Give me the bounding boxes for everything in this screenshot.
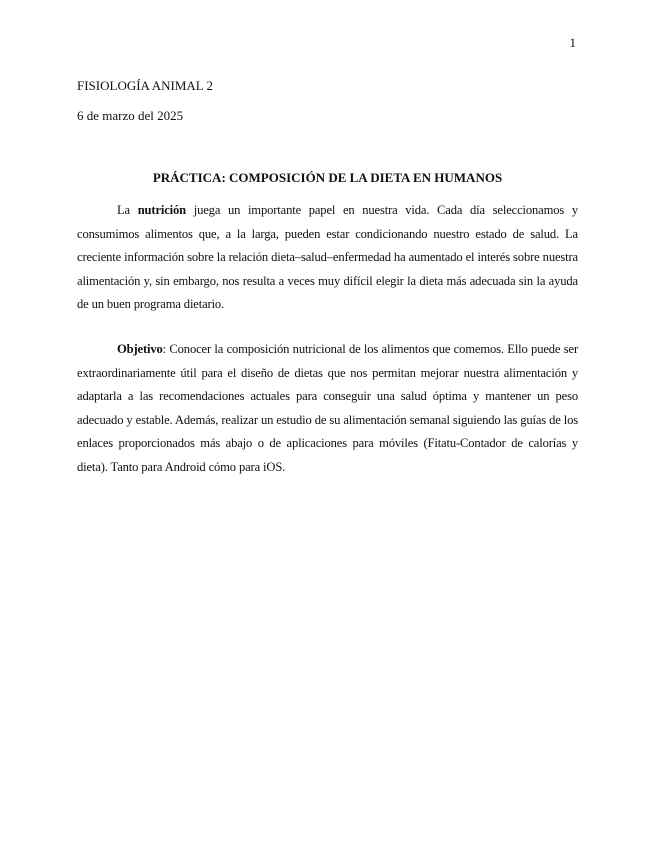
page-number: 1: [569, 35, 576, 50]
intro-text-rest: juega un importante papel en nuestra vida. Cada día seleccionamos y consumimos alimentos que, a la larga, pueden estar condicionando nuestro estado de salud. La creciente información sobre la relación dieta–salud–enfermedad ha aumentado el interés sobre nuestra alimentación y, sin embargo, nos resulta a veces muy difícil elegir la dieta más adecuada sin la ayuda de un buen programa dietario.: [77, 203, 578, 311]
document-title: PRÁCTICA: COMPOSICIÓN DE LA DIETA EN HUMANOS: [152, 170, 503, 185]
intro-bold-term: nutrición: [137, 203, 187, 217]
intro-text-start: La: [117, 203, 138, 217]
document-date: 6 de marzo del 2025: [77, 108, 184, 123]
objective-paragraph: [77, 338, 578, 479]
course-name: FISIOLOGÍA ANIMAL 2: [77, 78, 214, 93]
intro-paragraph: [77, 199, 578, 317]
objective-text: : Conocer la composición nutricional de los alimentos que comemos. Ello puede ser extraordinariamente útil para el diseño de dietas que nos permitan mejorar nuestra alimentación y adaptarla a las recomendaciones actuales para conseguir una salud óptima y mantener un peso adecuado y estable. Además, realizar un estudio de su alimentación semanal siguiendo las guías de los enlaces proporcionados más abajo o de aplicaciones para móviles (Fitatu-Contador de calorías y dieta). Tanto para Android cómo para iOS.: [77, 342, 578, 474]
objective-label: Objetivo: [117, 342, 163, 356]
